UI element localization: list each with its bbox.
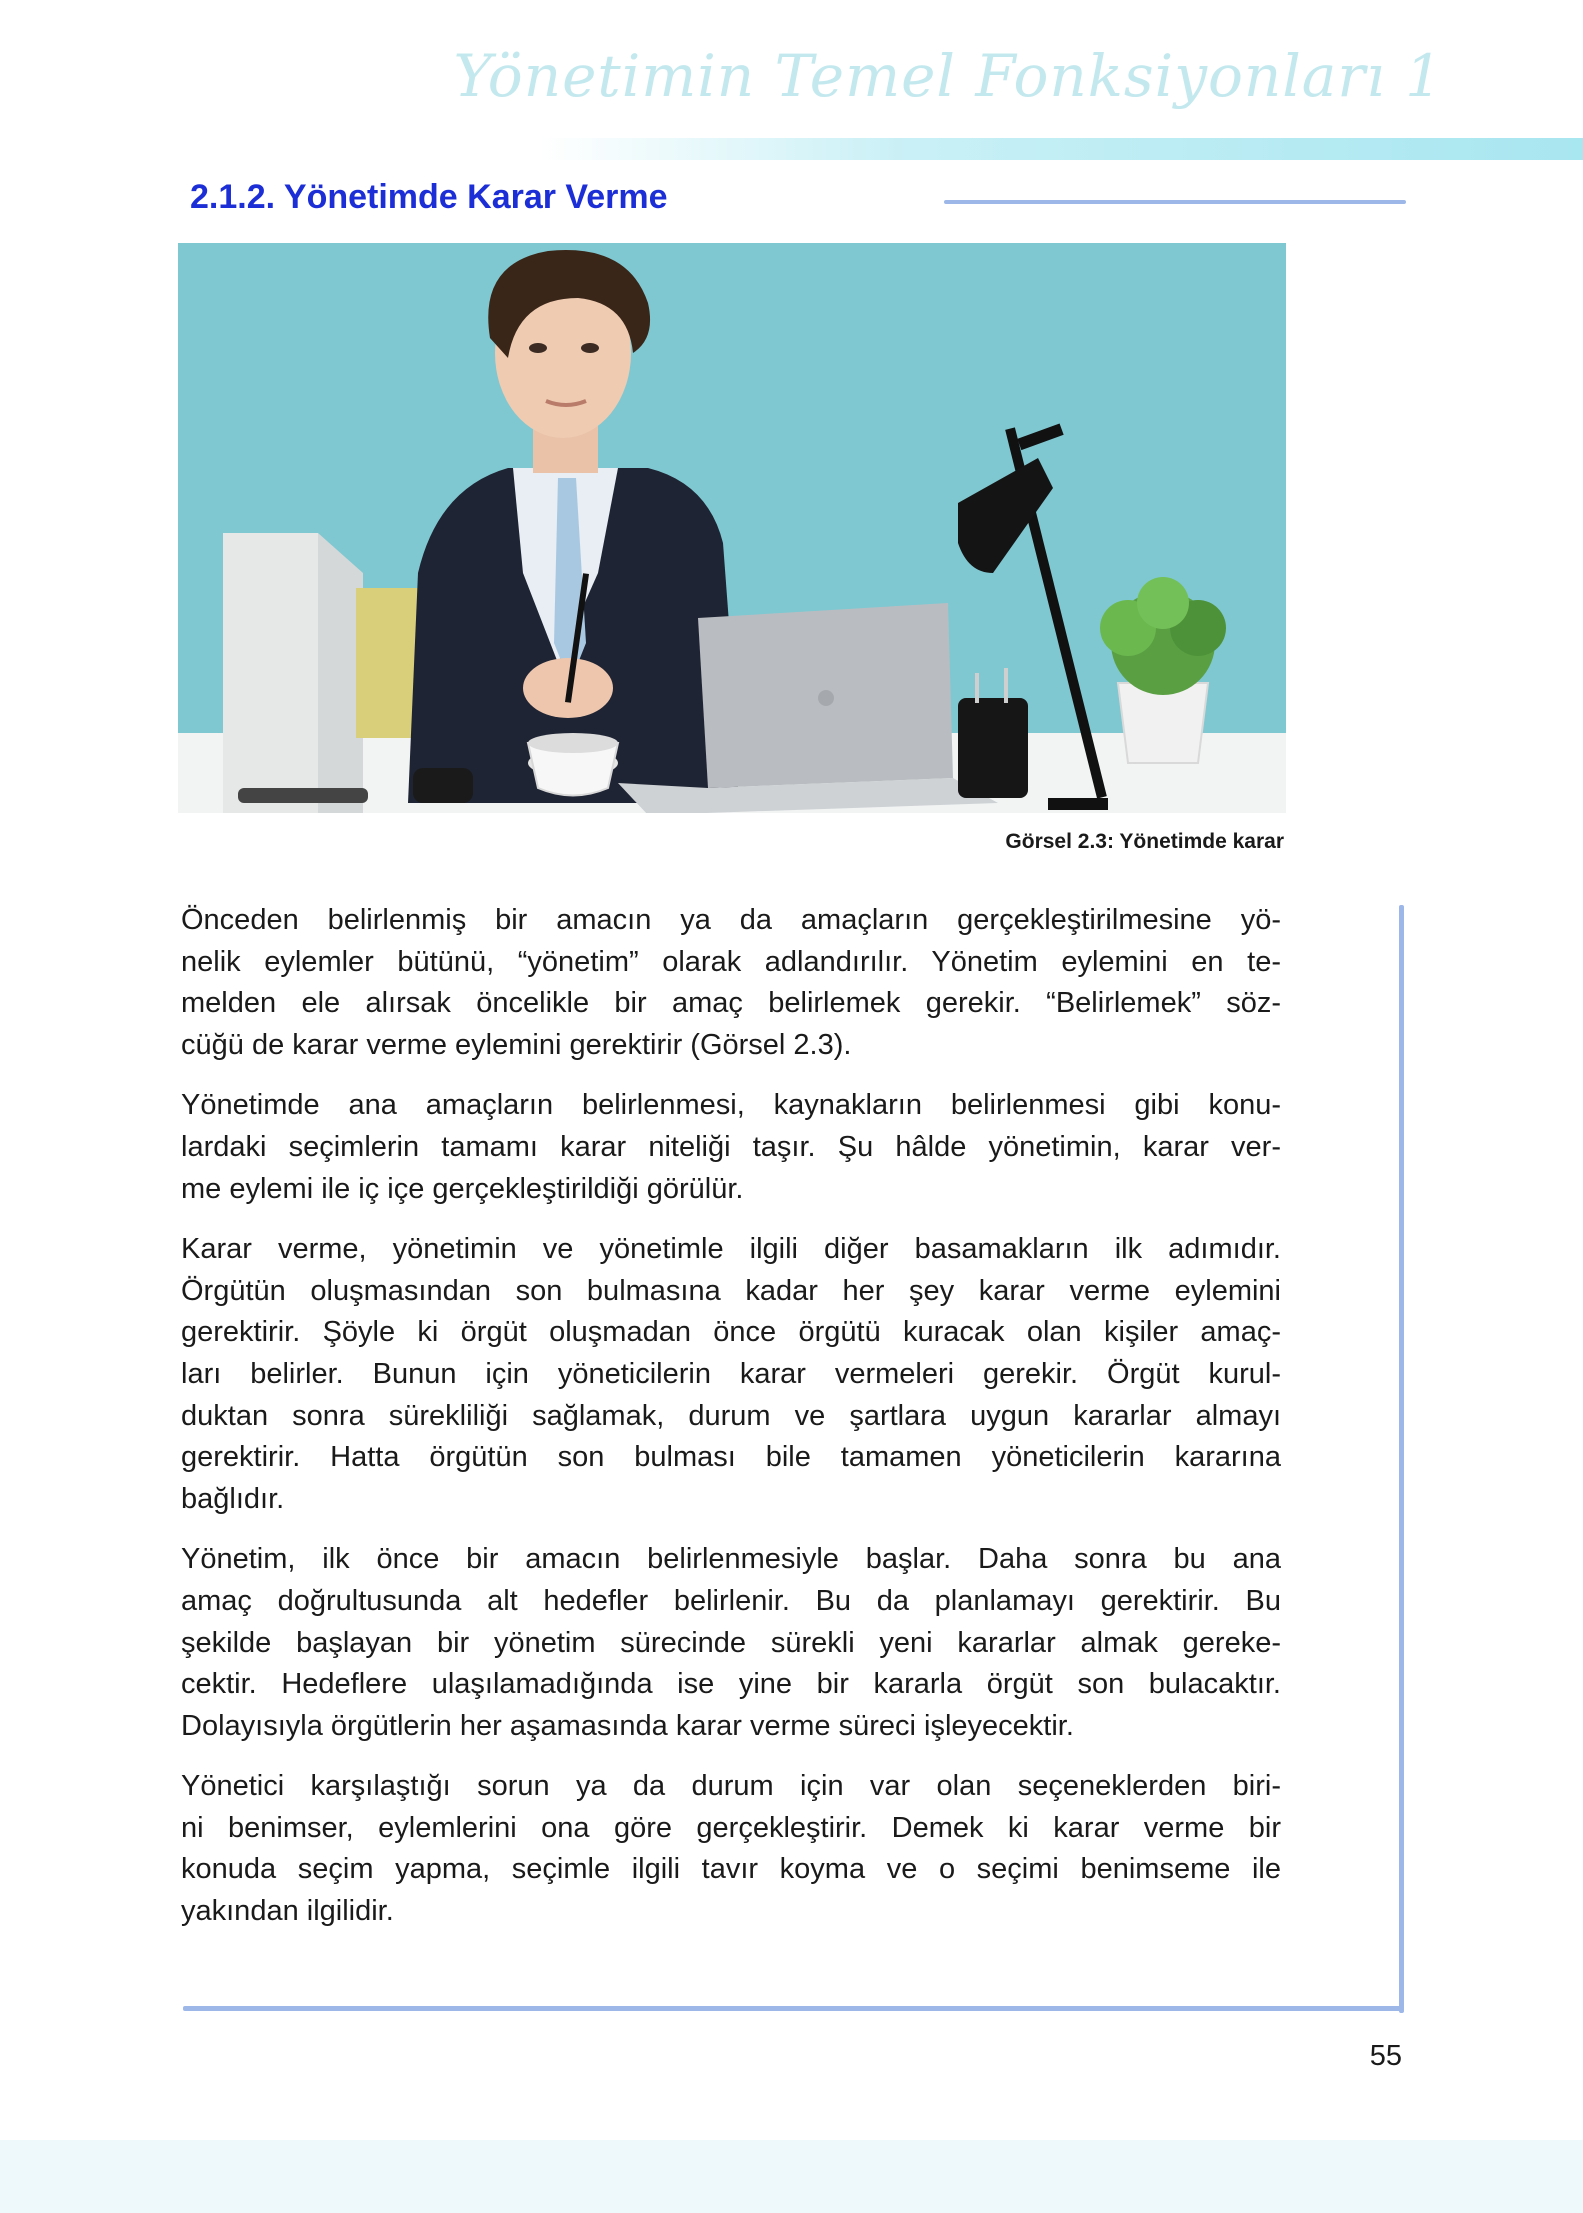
text-line: Önceden belirlenmiş bir amacın ya da amaçların gerçekleştirilmesine yö- [181,904,1281,936]
header-band [540,138,1583,160]
coffee-cup [528,733,618,796]
text-line: amaç doğrultusunda alt hedefler belirlenir. Bu da planlamayı gerektirir. Bu [181,1584,1281,1617]
text-line: nelik eylemler bütünü, “yönetim” olarak adlandırılır. Yönetim eylemini en te- [181,945,1281,978]
frame-bottom-rule [183,2006,1404,2011]
text-line: cüğü de karar verme eylemini gerektirir (Görsel 2.3). [181,1028,852,1061]
footer-band [0,2140,1583,2213]
text-line: yakından ilgilidir. [181,1895,394,1928]
text-line: gerektirir. Şöyle ki örgüt oluşmadan önce örgütü kuracak olan kişiler amaç- [181,1316,1281,1349]
text-line: şekilde başlayan bir yönetim sürecinde sürekli yeni kararlar almak gereke- [181,1626,1281,1659]
text-line: Yönetim, ilk önce bir amacın belirlenmesiyle başlar. Daha sonra bu ana [181,1543,1281,1576]
text-line: Karar verme, yönetimin ve yönetimle ilgili diğer basamakların ilk adımıdır. [181,1233,1281,1266]
text-line: Yönetimde ana amaçların belirlenmesi, kaynakların belirlenmesi gibi konu- [181,1089,1281,1122]
text-line: gerektirir. Hatta örgütün son bulması bile tamamen yöneticilerin kararına [181,1441,1281,1474]
text-line: konuda seçim yapma, seçimle ilgili tavır koyma ve o seçimi benimseme ile [181,1853,1281,1886]
running-title: Yönetimin Temel Fonksiyonları 1 [453,42,1443,110]
text-line: lardaki seçimlerin tamamı karar niteliği taşır. Şu hâlde yönetimin, karar ver- [181,1130,1281,1163]
frame-right-rule [1399,905,1404,2013]
text-line: bağlıdır. [181,1482,285,1515]
text-line: me eylemi ile iç içe gerçekleştirildiği görülür. [181,1172,744,1205]
text-line: duktan sonra sürekliliği sağlamak, durum ve şartlara uygun kararlar almayı [181,1399,1281,1432]
paragraph [181,1085,1281,1210]
page-number: 55 [1369,2040,1402,2072]
paragraph [181,1539,1281,1747]
text-line: ları belirler. Bunun için yöneticilerin karar vermeleri gerekir. Örgüt kurul- [181,1357,1281,1390]
office-photo [178,243,1286,813]
paragraph [181,1229,1281,1520]
text-line: Yönetici karşılaştığı sorun ya da durum için var olan seçeneklerden biri- [181,1770,1281,1803]
figure-caption: Görsel 2.3: Yönetimde karar [1005,830,1284,853]
paragraph [181,900,1281,1066]
text-line: Örgütün oluşmasından son bulmasına kadar her şey karar verme eylemini [181,1274,1281,1307]
text-line: melden ele alırsak öncelikle bir amaç belirlemek gerekir. “Belirlemek” söz- [181,987,1281,1020]
body-text [181,900,1281,1952]
section-heading: 2.1.2. Yönetimde Karar Verme [190,178,668,216]
document-holder [223,533,368,813]
heading-rule [944,200,1406,204]
text-line: cektir. Hedeflere ulaşılamadığında ise yine bir kararla örgüt son bulacaktır. [181,1668,1281,1701]
paragraph [181,1766,1281,1932]
text-line: Dolayısıyla örgütlerin her aşamasında karar verme süreci işleyecektir. [181,1709,1074,1742]
text-line: ni benimser, eylemlerini ona göre gerçekleştirir. Demek ki karar verme bir [181,1811,1281,1844]
